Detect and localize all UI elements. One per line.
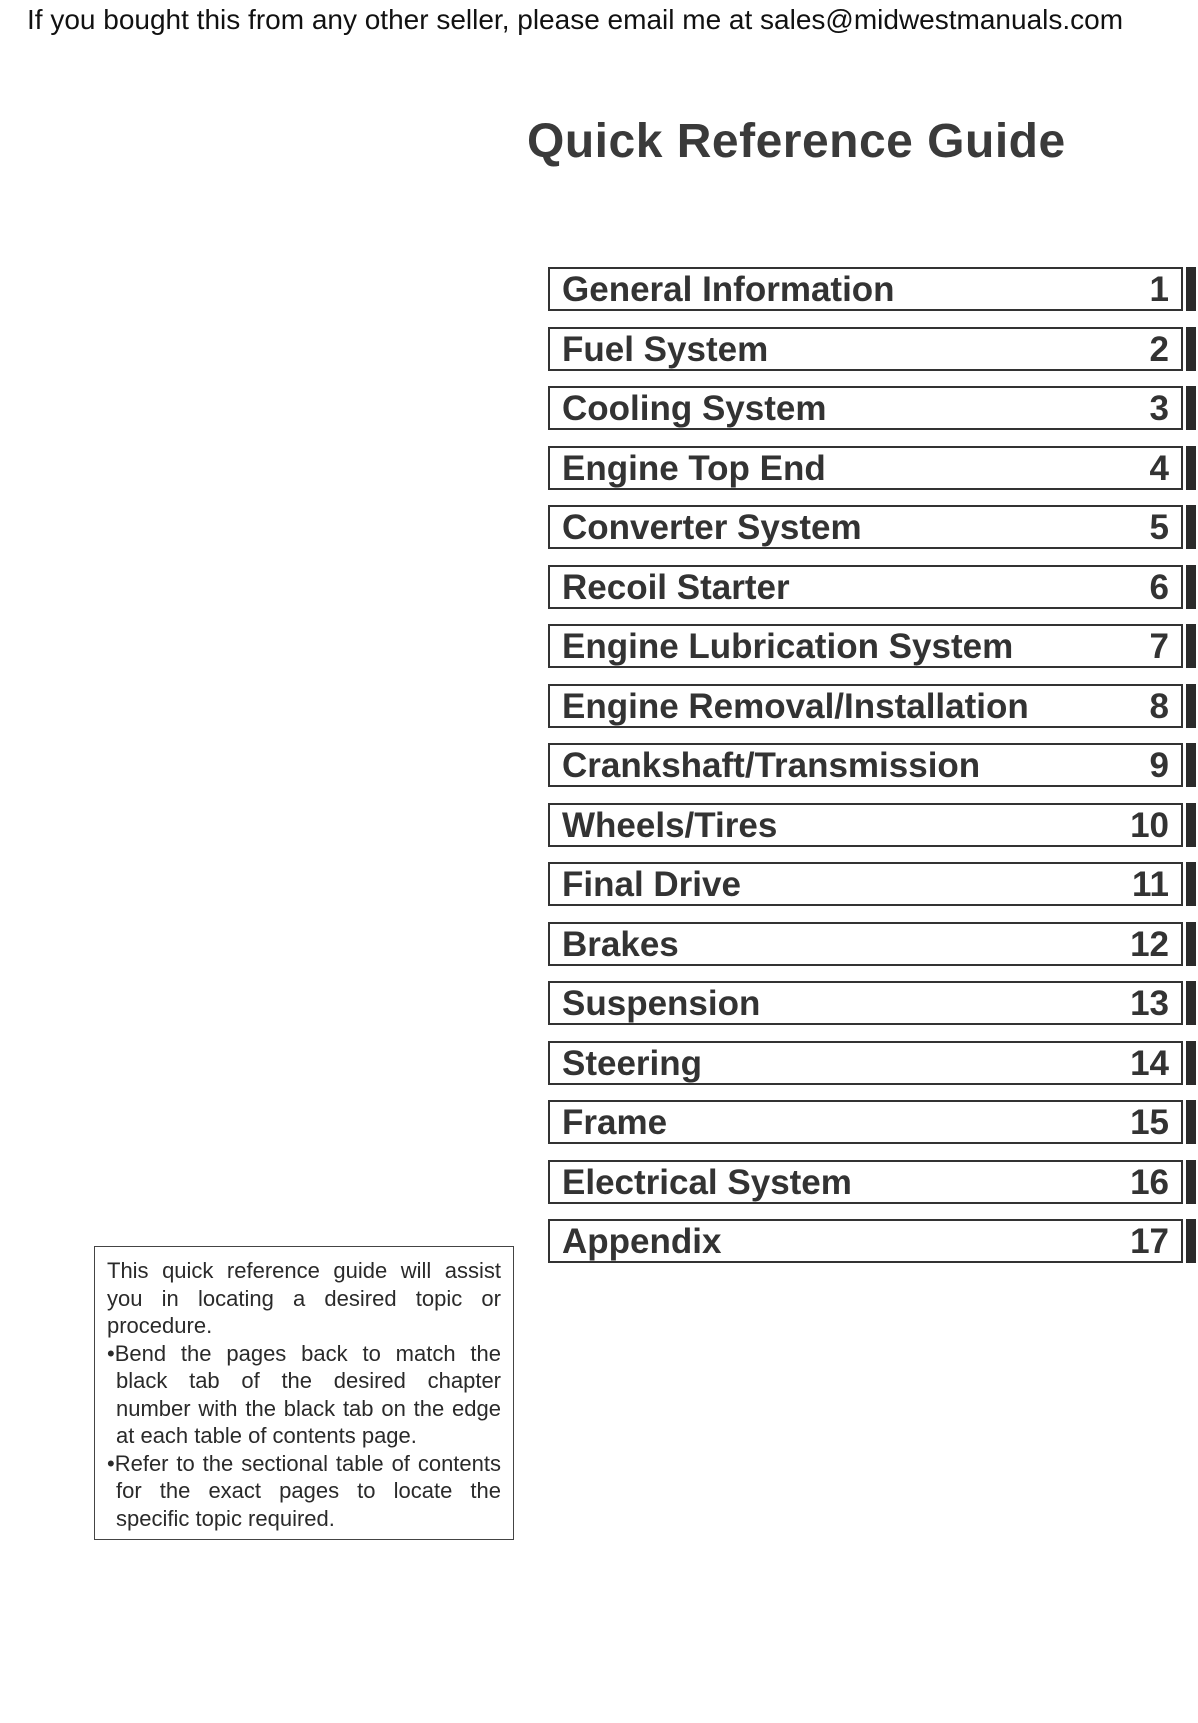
chapter-label: Converter System	[562, 508, 862, 547]
chapter-number: 12	[1130, 924, 1169, 964]
chapter-tab-marker	[1186, 1219, 1196, 1263]
chapter-number: 17	[1130, 1222, 1169, 1261]
chapter-number: 1	[1149, 270, 1169, 309]
usage-note-bullet: •Refer to the sectional table of contents for the exact pages to locate the specific topic required.	[107, 1450, 501, 1531]
chapter-tab-marker	[1186, 327, 1196, 371]
chapter-tab-marker	[1186, 743, 1196, 787]
chapter-number: 14	[1130, 1043, 1169, 1083]
chapter-number: 3	[1149, 389, 1169, 428]
chapter-number: 16	[1130, 1162, 1169, 1202]
page-title: Quick Reference Guide	[527, 115, 1066, 168]
chapter-tab-marker	[1186, 684, 1196, 728]
chapter-number: 11	[1132, 865, 1169, 904]
chapter-number: 4	[1149, 448, 1169, 488]
chapter-number: 7	[1149, 627, 1169, 666]
chapter-number: 6	[1149, 567, 1169, 607]
chapter-row[interactable]	[548, 446, 1183, 490]
chapter-tab-marker	[1186, 1160, 1196, 1204]
chapter-row[interactable]	[548, 1041, 1183, 1085]
chapter-tab-marker	[1186, 922, 1196, 966]
chapter-row[interactable]	[548, 1219, 1183, 1263]
chapter-label: Final Drive	[562, 865, 741, 904]
chapter-number: 9	[1149, 746, 1169, 785]
chapter-label: General Information	[562, 270, 895, 309]
chapter-row[interactable]	[548, 267, 1183, 311]
chapter-row[interactable]	[548, 1160, 1183, 1204]
chapter-tab-marker	[1186, 981, 1196, 1025]
chapter-label: Engine Top End	[562, 448, 826, 488]
seller-notice: If you bought this from any other seller, please email me at sales@midwestmanuals.com	[27, 4, 1124, 35]
chapter-label: Engine Lubrication System	[562, 627, 1014, 666]
chapter-row[interactable]	[548, 624, 1183, 668]
chapter-label: Recoil Starter	[562, 567, 790, 607]
chapter-number: 2	[1149, 329, 1169, 369]
chapter-tab-marker	[1186, 624, 1196, 668]
chapter-number: 13	[1130, 984, 1169, 1023]
usage-note-box	[94, 1246, 514, 1540]
chapter-number: 8	[1149, 686, 1169, 726]
chapter-label: Electrical System	[562, 1162, 852, 1202]
chapter-row[interactable]	[548, 1100, 1183, 1144]
chapter-label: Appendix	[562, 1222, 722, 1261]
chapter-tab-marker	[1186, 505, 1196, 549]
chapter-row[interactable]	[548, 922, 1183, 966]
chapter-label: Cooling System	[562, 389, 827, 428]
chapter-number: 5	[1149, 508, 1169, 547]
chapter-number: 15	[1130, 1103, 1169, 1142]
chapter-label: Steering	[562, 1043, 703, 1083]
chapter-number: 10	[1130, 805, 1169, 845]
chapter-tab-marker	[1186, 386, 1196, 430]
chapter-label: Brakes	[562, 924, 679, 964]
chapter-row[interactable]	[548, 862, 1183, 906]
chapter-tab-marker	[1186, 267, 1196, 311]
chapter-label: Fuel System	[562, 329, 769, 369]
chapter-row[interactable]	[548, 386, 1183, 430]
chapter-label: Wheels/Tires	[562, 805, 778, 845]
chapter-tab-marker	[1186, 446, 1196, 490]
chapter-row[interactable]	[548, 505, 1183, 549]
chapter-row[interactable]	[548, 327, 1183, 371]
chapter-row[interactable]	[548, 743, 1183, 787]
chapter-row[interactable]	[548, 684, 1183, 728]
chapter-label: Engine Removal/Installation	[562, 686, 1029, 726]
chapter-label: Suspension	[562, 984, 761, 1023]
chapter-label: Frame	[562, 1103, 668, 1142]
chapter-tab-marker	[1186, 1100, 1196, 1144]
chapter-row[interactable]	[548, 565, 1183, 609]
usage-note-intro: This quick reference guide will assist you in locating a desired topic or procedure.	[107, 1258, 501, 1338]
chapter-row[interactable]	[548, 803, 1183, 847]
chapter-tab-marker	[1186, 565, 1196, 609]
chapter-tab-marker	[1186, 1041, 1196, 1085]
chapter-tab-marker	[1186, 803, 1196, 847]
chapter-row[interactable]	[548, 981, 1183, 1025]
usage-note-bullet: •Bend the pages back to match the black tab of the desired chapter number with the black tab on the edge at each table of contents page.	[107, 1340, 501, 1448]
chapter-label: Crankshaft/Transmission	[562, 746, 981, 785]
chapter-tab-marker	[1186, 862, 1196, 906]
